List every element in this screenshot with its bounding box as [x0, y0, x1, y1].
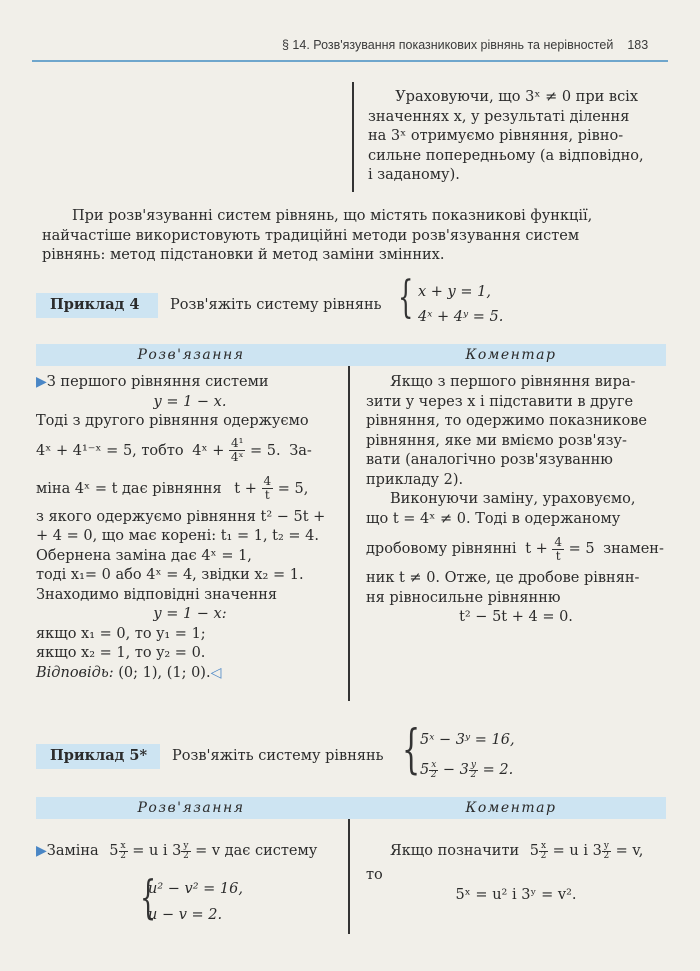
sol4-text-4: 4ˣ + 4¹⁻ˣ = 5, тобто	[36, 442, 184, 459]
com5-to: то	[366, 867, 383, 883]
com4-line-2: зити y через x і підставити в друге	[366, 393, 634, 410]
sol4-text-za: За-	[289, 442, 312, 459]
com4-line-1: Якщо з першого рівняння вира-	[390, 374, 636, 390]
top-column-divider	[352, 82, 354, 192]
com5-exp2	[602, 842, 611, 861]
column-divider-1	[348, 366, 350, 701]
com4-line-7: Виконуючи заміну, ураховуємо,	[390, 491, 636, 507]
sol4-frac1	[229, 437, 245, 464]
sol4-text-5: міна 4ˣ = t дає рівняння	[36, 480, 222, 497]
triangle-start-icon: ▶	[36, 374, 47, 390]
comment-header-2: Коментар	[465, 800, 557, 816]
example5-eq1: 5ˣ − 3ʸ = 16,	[420, 732, 515, 748]
sol4-line-5	[36, 470, 344, 508]
intro-line-1: При розв'язуванні систем рівнянь, що містять показникові функції,	[72, 208, 593, 224]
example4-label: Приклад 4	[50, 296, 140, 313]
sol5-exp2-num: y	[183, 841, 189, 851]
sol4-line-4	[36, 432, 344, 470]
sol4-line-7: + 4 = 0, що має корені: t₁ = 1, t₂ = 4.	[36, 528, 320, 544]
sol5-exp1-den: 2	[120, 851, 126, 861]
sol4-line-6: з якого одержуємо рівняння t² − 5t +	[36, 508, 326, 525]
solution4-block	[36, 373, 344, 683]
example5-eq2	[420, 761, 513, 781]
sol5-sys1: u² − v² = 16,	[148, 881, 243, 897]
column-divider-2	[348, 819, 350, 934]
com4-text-9: дробовому рівнянні	[366, 541, 517, 557]
solution-header-2: Розв'язання	[137, 800, 245, 816]
sol4-line-9: тоді x₁= 0 або 4ˣ = 4, звідки x₂ = 1.	[36, 567, 304, 583]
com4-text-znam: знамен-	[603, 541, 664, 557]
intro-paragraph	[42, 207, 672, 266]
example4-brace: {	[398, 272, 414, 323]
sol4-line-8: Обернена заміна дає 4ˣ = 1,	[36, 547, 252, 564]
sol4-frac1-num: 4¹	[230, 436, 244, 450]
com5-mid: = u і 3	[552, 843, 602, 859]
solution5-brace: {	[140, 870, 157, 924]
top-line-4: сильне попередньому (а відповідно,	[368, 147, 644, 164]
example5-label: Приклад 5*	[50, 747, 148, 764]
ex5-exp1	[429, 761, 438, 780]
sol4-line-1	[36, 373, 344, 393]
header-rule	[32, 60, 668, 62]
com4-line-12: t² − 5t + 4 = 0.	[459, 609, 573, 625]
top-line-2: значеннях x, у результаті ділення	[368, 108, 630, 125]
example4-eq1: x + y = 1,	[418, 284, 491, 300]
ex5-exp2-den: 2	[470, 770, 477, 780]
top-paragraph	[368, 88, 668, 186]
triangle-start-icon-2: ▶	[36, 843, 47, 859]
sol5-exp1	[119, 842, 128, 861]
ex5-eq2-base1: 5	[420, 762, 430, 778]
com5-line2: 5ˣ = u² і 3ʸ = v².	[455, 887, 577, 903]
com5-exp2-num: y	[603, 841, 609, 851]
sol4-text-1: З першого рівняння системи	[46, 374, 269, 390]
com5-exp2-den: 2	[603, 851, 610, 861]
sol4-line-10: Знаходимо відповідні значення	[36, 586, 278, 603]
com4-line-10: ник t ≠ 0. Отже, це дробове рівнян-	[366, 570, 640, 586]
sol5-mid: = u і 3	[132, 843, 182, 859]
com5-text1: Якщо позначити	[390, 843, 520, 859]
sol4-frac1-tail: = 5.	[250, 442, 281, 459]
sol4-line-11: y = 1 − x:	[153, 606, 227, 622]
sol4-frac1-plus: 4ˣ +	[192, 442, 225, 459]
com4-line-4: рівняння, яке ми вміємо розв'язу-	[366, 432, 627, 449]
sol4-frac1-den: 4ˣ	[230, 450, 244, 464]
sol4-line-13: якщо x₂ = 1, то y₂ = 0.	[36, 645, 206, 661]
ex5-exp1-den: 2	[430, 770, 437, 780]
ex5-exp2-num: y	[470, 760, 476, 770]
sol4-line-3: Тоді з другого рівняння одержуємо	[36, 413, 309, 429]
com4-line-5: вати (аналогічно розв'язуванню	[366, 452, 613, 468]
comment-header-1: Коментар	[465, 347, 557, 363]
top-line-1: Ураховуючи, що 3ˣ ≠ 0 при всіх	[395, 89, 638, 105]
example5-brace: {	[402, 720, 421, 780]
sol5-exp2	[181, 842, 190, 861]
sol5-sys2: u − v = 2.	[148, 907, 223, 923]
comment5-block: Якщо позначити 5 $\frac{x}{2}$ = u і 3 $\frac{y}{2}$ = v,	[390, 841, 644, 861]
sol4-frac2-den: t	[264, 488, 270, 502]
com5-exp1	[539, 842, 548, 861]
ex5-eq2-tail: = 2.	[482, 762, 514, 778]
ex5-exp2	[469, 761, 478, 780]
solution-header-1: Розв'язання	[137, 347, 245, 363]
running-header	[282, 38, 648, 52]
sol4-frac2-tail: = 5,	[277, 480, 309, 497]
example5-task: Розв'яжіть систему рівнянь	[172, 748, 384, 764]
sol4-line-14	[36, 664, 344, 684]
com5-tail: = v,	[615, 843, 644, 859]
page-number: 183	[627, 38, 649, 52]
top-line-3: на 3ˣ отримуємо рівняння, рівно-	[368, 128, 624, 144]
sol4-frac2	[262, 475, 274, 502]
answer-value: (0; 1), (1; 0).	[118, 664, 211, 681]
intro-line-3: рівнянь: метод підстановки й метод заміни змінних.	[42, 247, 445, 263]
com4-line-8: що t = 4ˣ ≠ 0. Тоді в одержаному	[366, 510, 621, 527]
sol4-line-2: y = 1 − x.	[153, 393, 227, 410]
com4-line-9: дробовому рівнянні t + $\frac{4}{t}$ = 5 знамен-	[366, 534, 664, 563]
com5-exp1-den: 2	[540, 851, 547, 861]
sol5-exp1-num: x	[120, 841, 126, 851]
example4-task: Розв'яжіть систему рівнянь	[170, 297, 382, 313]
com4-line-3: рівняння, то одержимо показникове	[366, 413, 647, 429]
sol4-line-12: якщо x₁ = 0, то y₁ = 1;	[36, 625, 206, 642]
comment4-block	[366, 373, 666, 628]
solution5-block: ▶Заміна 5 $\frac{x}{2}$ = u і 3 $\frac{y}{2}$ = v дає систему	[36, 841, 318, 861]
com4-line-11: ня рівносильне рівнянню	[366, 589, 561, 606]
com4-frac	[552, 536, 564, 563]
example4-eq2: 4ˣ + 4ʸ = 5.	[418, 309, 504, 325]
sol5-text1: Заміна	[46, 843, 99, 859]
sol4-frac2-num: 4	[263, 474, 272, 488]
triangle-end-icon: ◁	[210, 664, 222, 681]
com4-frac-plus: t +	[525, 541, 548, 557]
sol5-exp2-den: 2	[183, 851, 189, 861]
com4-frac-num: 4	[554, 534, 563, 549]
com5-exp1-num: x	[540, 841, 547, 851]
answer-label: Відповідь:	[36, 664, 114, 681]
ex5-eq2-base2: − 3	[442, 762, 469, 778]
sol5-tail: = v дає систему	[195, 843, 318, 859]
com4-line-6: прикладу 2).	[366, 471, 464, 488]
header-title: § 14. Розв'язування показникових рівнянь та нерівностей	[282, 38, 614, 52]
top-line-5: і заданому).	[368, 167, 460, 183]
intro-line-2: найчастіше використовують традиційні методи розв'язування систем	[42, 227, 580, 244]
ex5-exp1-num: x	[431, 760, 437, 770]
com4-frac-den: t	[555, 548, 561, 563]
sol4-frac2-plus: t +	[234, 480, 257, 497]
